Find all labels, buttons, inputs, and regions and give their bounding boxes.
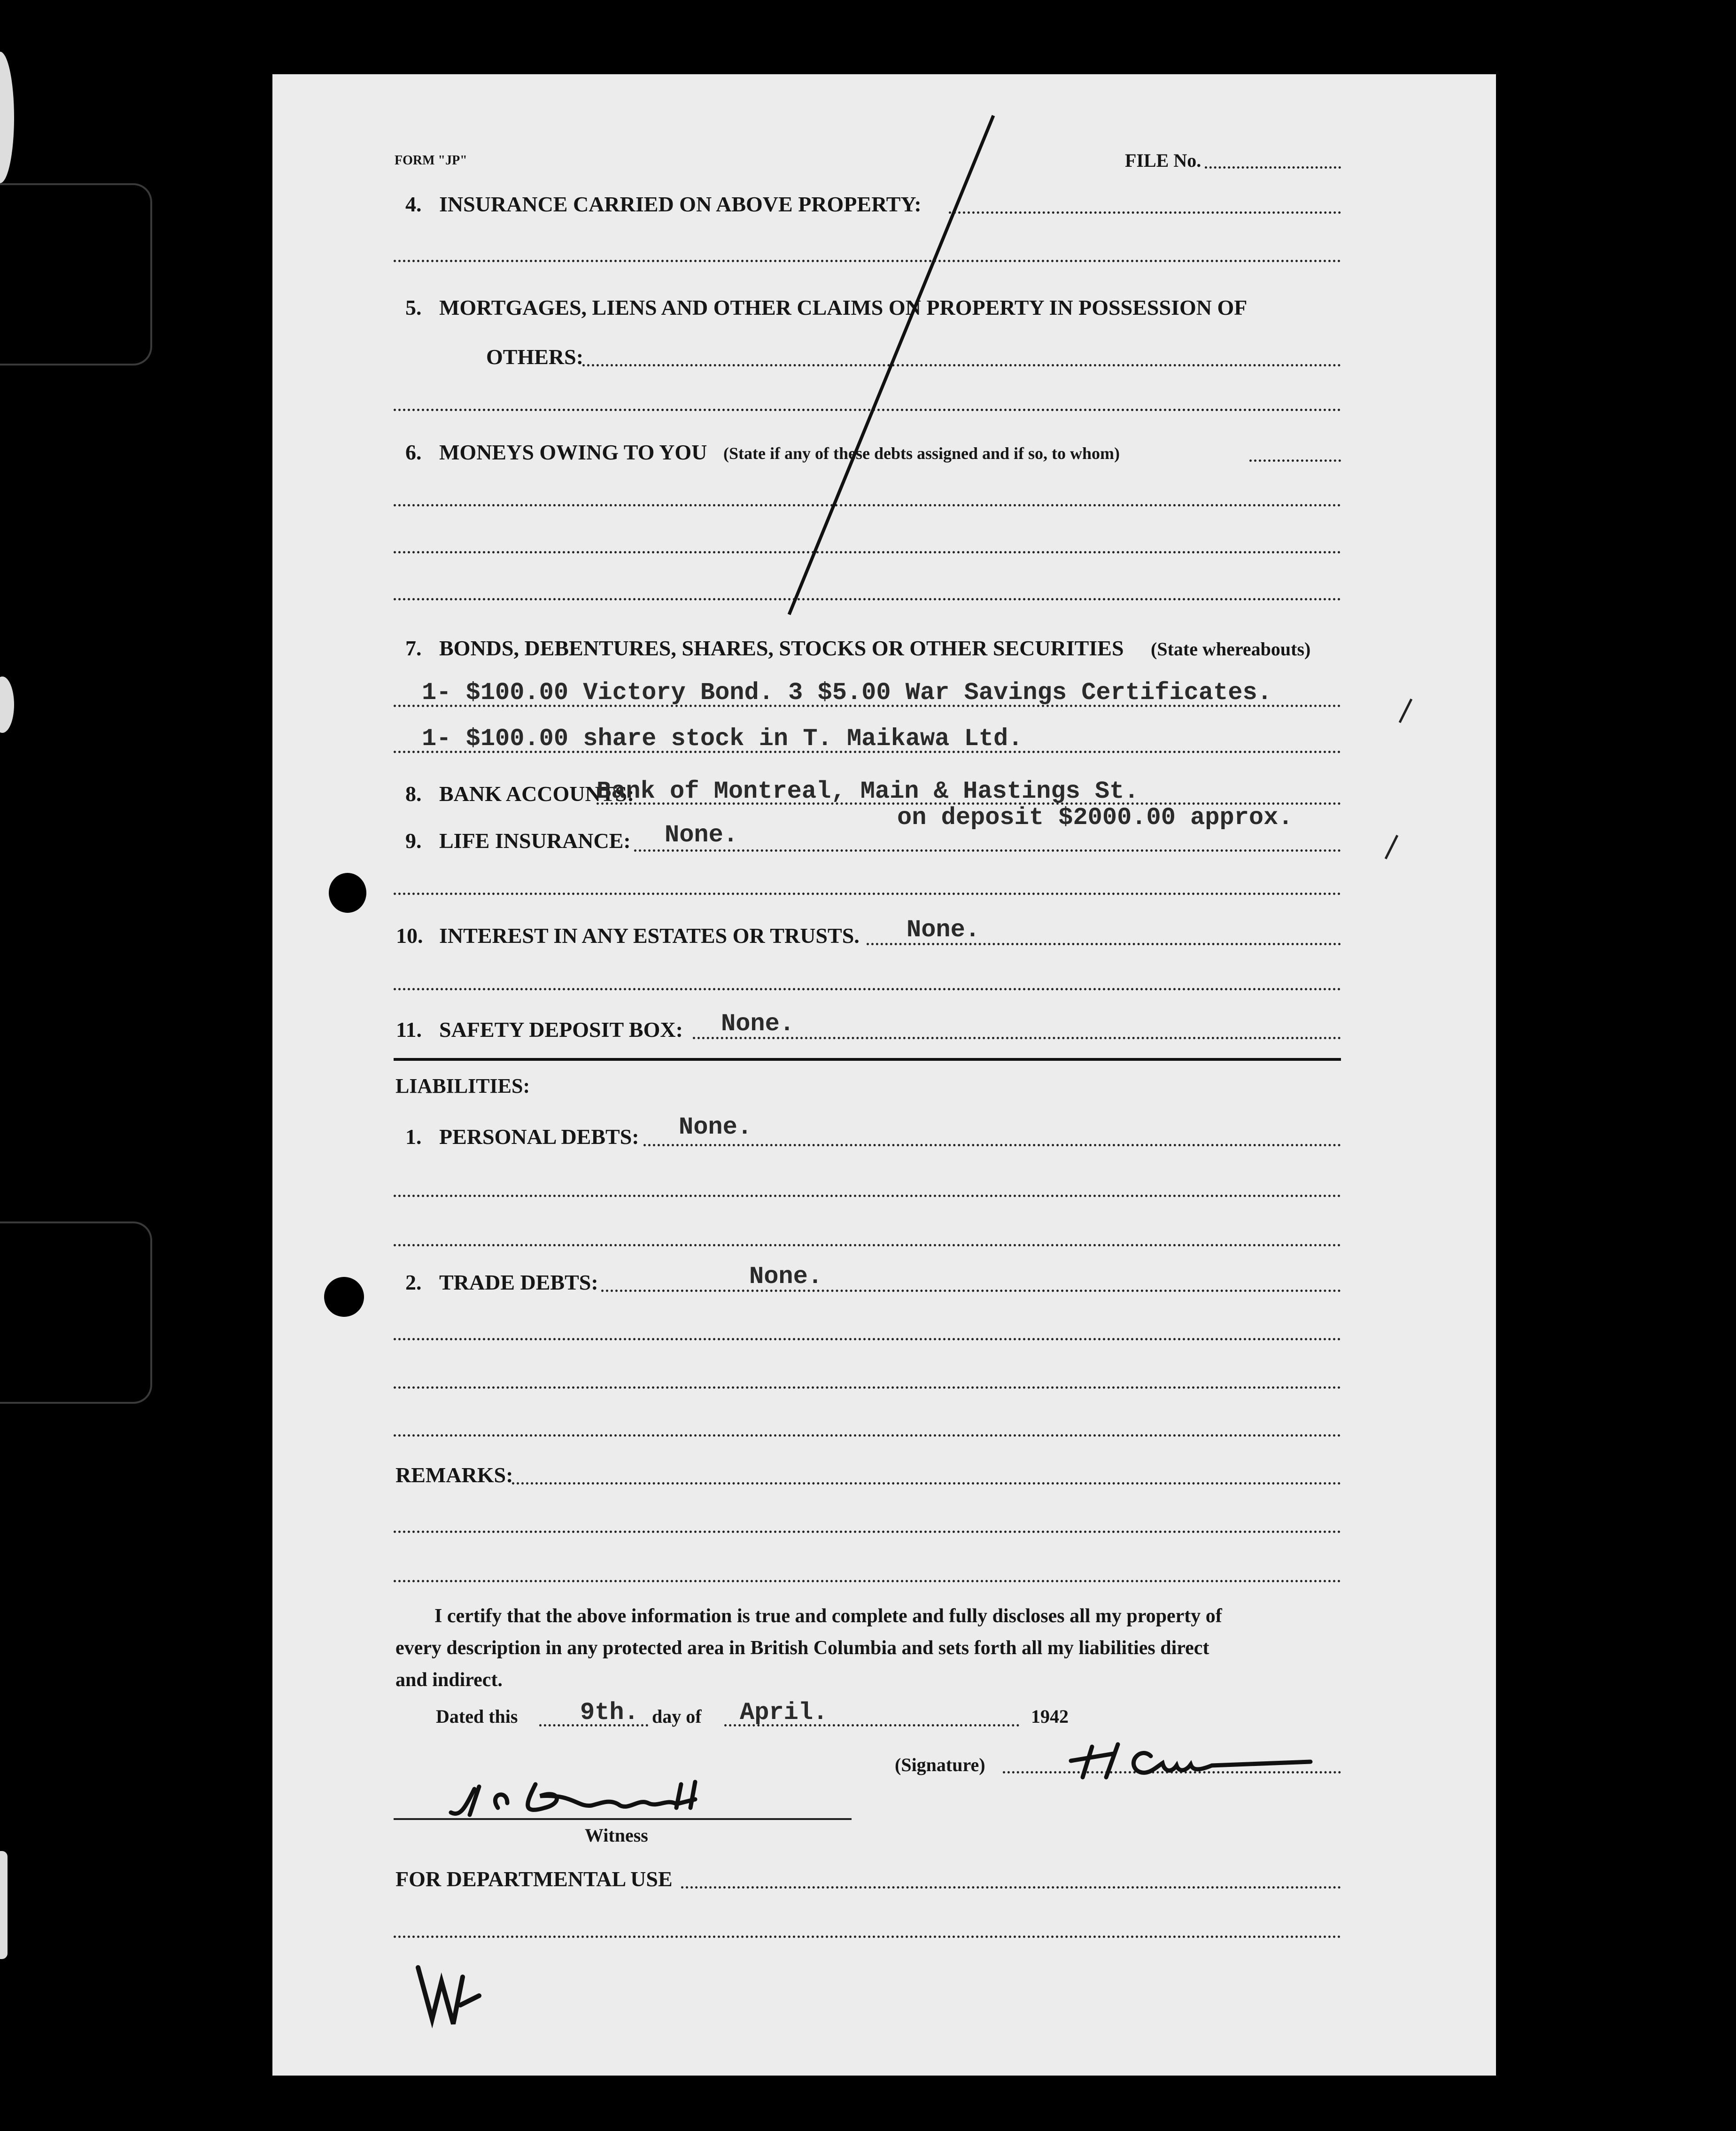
moneys-owing-label: MONEYS OWING TO YOU (439, 440, 707, 464)
item-number: 4. (405, 192, 422, 216)
insurance-label: INSURANCE CARRIED ON ABOVE PROPERTY: (439, 192, 922, 216)
pen-marks (272, 74, 1496, 2076)
item-number: 5. (405, 296, 422, 319)
strike-through-line (789, 116, 993, 614)
mortgages-label: MORTGAGES, LIENS AND OTHER CLAIMS ON PROPERTY IN POSSESSION OF (439, 296, 1248, 319)
bank-accounts-value-line1: Bank of Montreal, Main & Hastings St. (597, 778, 1139, 805)
certification-line2: every description in any protected area in British Columbia and sets forth all my liabilities direct (395, 1637, 1209, 1659)
form-label: FORM "JP" (395, 153, 467, 168)
moneys-owing-note: (State if any of these debts assigned and if so, to whom) (723, 444, 1120, 463)
item-number: 1. (405, 1125, 422, 1149)
dated-year: 1942 (1031, 1706, 1069, 1727)
bank-accounts-value-line2: on deposit $2000.00 approx. (897, 804, 1293, 832)
estates-trusts-value: None. (907, 916, 980, 944)
form-page (272, 74, 1496, 2076)
life-insurance-value: None. (665, 821, 738, 849)
safety-deposit-label: SAFETY DEPOSIT BOX: (439, 1018, 683, 1042)
film-edge-blot (0, 677, 14, 733)
dated-month: April. (740, 1699, 828, 1727)
securities-note: (State whereabouts) (1151, 638, 1311, 660)
personal-debts-label: PERSONAL DEBTS: (439, 1125, 639, 1149)
bank-accounts-label: BANK ACCOUNTS: (439, 782, 635, 806)
life-insurance-label: LIFE INSURANCE: (439, 829, 631, 853)
safety-deposit-value: None. (721, 1010, 795, 1038)
witness-label: Witness (585, 1825, 648, 1846)
departmental-initials (418, 1968, 479, 2024)
dept-use-label: FOR DEPARTMENTAL USE (395, 1867, 673, 1891)
item-number: 8. (405, 782, 422, 806)
dated-day: 9th. (580, 1699, 639, 1727)
film-edge-blot (0, 1851, 8, 1959)
securities-label: BONDS, DEBENTURES, SHARES, STOCKS OR OTHER SECURITIES (439, 636, 1124, 660)
film-edge-mark (0, 1221, 152, 1404)
liabilities-heading: LIABILITIES: (395, 1074, 530, 1097)
securities-value-line2: 1- $100.00 share stock in T. Maikawa Ltd. (422, 725, 1023, 753)
dated-prefix: Dated this (436, 1706, 518, 1727)
film-edge-blot (0, 52, 14, 183)
owner-signature (1071, 1744, 1310, 1777)
trade-debts-label: TRADE DEBTS: (439, 1270, 598, 1294)
dated-mid: day of (652, 1706, 702, 1727)
item-number: 2. (405, 1270, 422, 1294)
check-mark (1386, 835, 1397, 859)
item-number: 6. (405, 440, 422, 464)
item-number: 10. (396, 924, 423, 948)
securities-value-line1: 1- $100.00 Victory Bond. 3 $5.00 War Savings Certificates. (422, 679, 1272, 707)
witness-signature (451, 1782, 695, 1815)
item-number: 11. (396, 1018, 422, 1042)
mortgages-label-continued: OTHERS: (486, 345, 584, 369)
estates-trusts-label: INTEREST IN ANY ESTATES OR TRUSTS. (439, 924, 860, 948)
check-mark (1400, 699, 1411, 723)
certification-line1: I certify that the above information is true and complete and fully discloses all my property of (434, 1605, 1222, 1627)
file-no-label: FILE No. (1125, 150, 1201, 171)
personal-debts-value: None. (679, 1113, 752, 1141)
item-number: 7. (405, 636, 422, 660)
trade-debts-value: None. (749, 1263, 823, 1291)
item-number: 9. (405, 829, 422, 853)
remarks-label: REMARKS: (395, 1463, 513, 1487)
film-edge-mark (0, 183, 152, 366)
certification-line3: and indirect. (395, 1669, 503, 1691)
signature-label: (Signature) (895, 1754, 985, 1775)
